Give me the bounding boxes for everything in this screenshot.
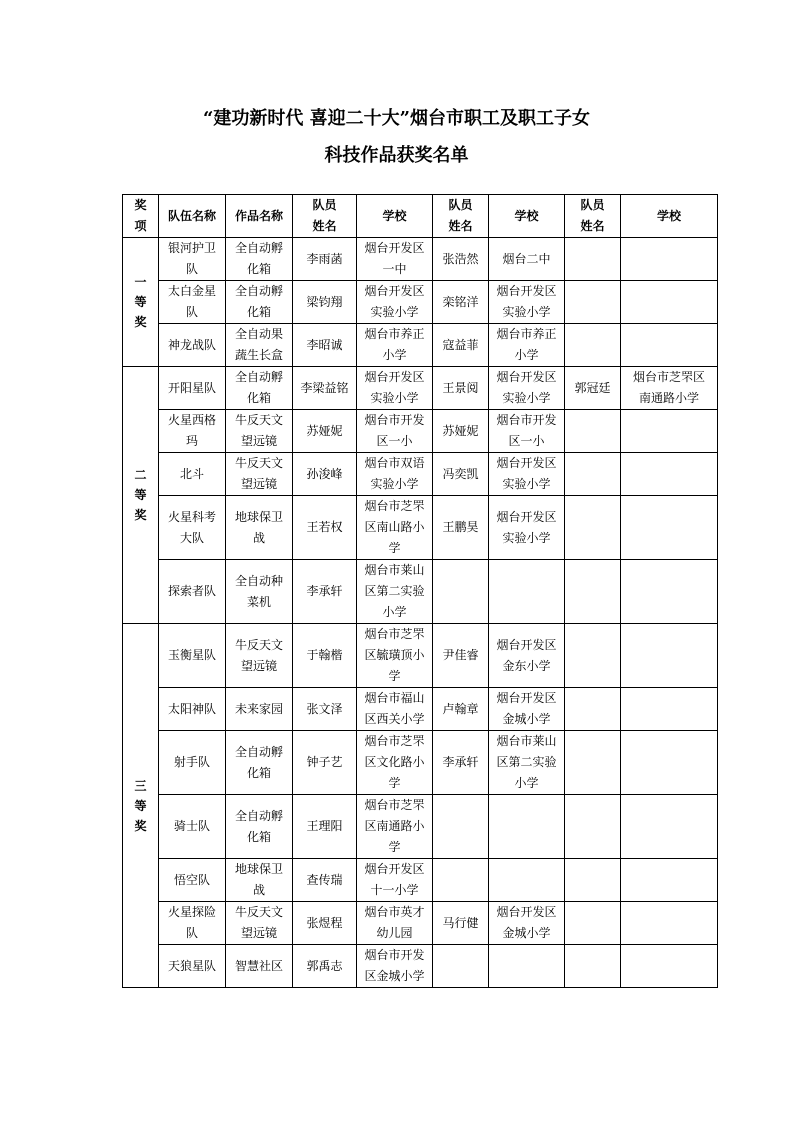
school-1-cell: 烟台市芝罘 区南通路小 学 bbox=[357, 795, 433, 859]
member-2-cell bbox=[433, 560, 489, 624]
team-name-cell: 火星科考 大队 bbox=[159, 496, 226, 560]
member-1-cell: 钟子艺 bbox=[293, 731, 357, 795]
school-2-cell: 烟台开发区 金城小学 bbox=[489, 688, 565, 731]
member-3-cell bbox=[565, 624, 621, 688]
header-work: 作品名称 bbox=[226, 195, 293, 238]
member-3-cell bbox=[565, 453, 621, 496]
work-name-cell: 全自动孵 化箱 bbox=[226, 795, 293, 859]
member-2-cell bbox=[433, 945, 489, 988]
member-1-cell: 王若权 bbox=[293, 496, 357, 560]
school-2-cell bbox=[489, 560, 565, 624]
member-1-cell: 孙浚峰 bbox=[293, 453, 357, 496]
work-name-cell: 未来家园 bbox=[226, 688, 293, 731]
school-2-cell: 烟台开发区 实验小学 bbox=[489, 453, 565, 496]
header-row bbox=[123, 195, 718, 238]
member-1-cell: 李承轩 bbox=[293, 560, 357, 624]
member-3-cell bbox=[565, 496, 621, 560]
school-3-cell bbox=[621, 560, 718, 624]
award-level-cell: 三 等 奖 bbox=[123, 624, 159, 988]
school-1-cell: 烟台市养正 小学 bbox=[357, 324, 433, 367]
team-name-cell: 开阳星队 bbox=[159, 367, 226, 410]
school-2-cell: 烟台二中 bbox=[489, 238, 565, 281]
table-row bbox=[123, 410, 718, 453]
school-1-cell: 烟台市芝罘 区毓璜顶小 学 bbox=[357, 624, 433, 688]
table-row bbox=[123, 902, 718, 945]
header-member-3: 队员 姓名 bbox=[565, 195, 621, 238]
team-name-cell: 太阳神队 bbox=[159, 688, 226, 731]
work-name-cell: 牛反天文 望远镜 bbox=[226, 453, 293, 496]
school-2-cell: 烟台市养正 小学 bbox=[489, 324, 565, 367]
award-level-cell: 一 等 奖 bbox=[123, 238, 159, 367]
school-1-cell: 烟台开发区 一中 bbox=[357, 238, 433, 281]
school-1-cell: 烟台市芝罘 区南山路小 学 bbox=[357, 496, 433, 560]
member-3-cell bbox=[565, 731, 621, 795]
member-3-cell bbox=[565, 795, 621, 859]
school-3-cell bbox=[621, 859, 718, 902]
school-1-cell: 烟台市开发 区金城小学 bbox=[357, 945, 433, 988]
team-name-cell: 银河护卫 队 bbox=[159, 238, 226, 281]
school-3-cell: 烟台市芝罘区 南通路小学 bbox=[621, 367, 718, 410]
member-3-cell bbox=[565, 281, 621, 324]
member-1-cell: 查传瑞 bbox=[293, 859, 357, 902]
award-table bbox=[122, 194, 718, 988]
school-3-cell bbox=[621, 902, 718, 945]
team-name-cell: 悟空队 bbox=[159, 859, 226, 902]
member-1-cell: 李昭诚 bbox=[293, 324, 357, 367]
work-name-cell: 全自动孵 化箱 bbox=[226, 731, 293, 795]
work-name-cell: 全自动果 蔬生长盒 bbox=[226, 324, 293, 367]
member-2-cell bbox=[433, 795, 489, 859]
member-3-cell bbox=[565, 410, 621, 453]
work-name-cell: 牛反天文 望远镜 bbox=[226, 410, 293, 453]
member-1-cell: 梁钧翔 bbox=[293, 281, 357, 324]
member-1-cell: 王理阳 bbox=[293, 795, 357, 859]
table-row bbox=[123, 324, 718, 367]
team-name-cell: 火星探险 队 bbox=[159, 902, 226, 945]
team-name-cell: 神龙战队 bbox=[159, 324, 226, 367]
header-school-3: 学校 bbox=[621, 195, 718, 238]
header-school-1: 学校 bbox=[357, 195, 433, 238]
header-member-1: 队员 姓名 bbox=[293, 195, 357, 238]
member-2-cell: 王景阅 bbox=[433, 367, 489, 410]
work-name-cell: 牛反天文 望远镜 bbox=[226, 902, 293, 945]
member-2-cell: 王鹏昊 bbox=[433, 496, 489, 560]
member-2-cell: 马行健 bbox=[433, 902, 489, 945]
member-1-cell: 于翰楷 bbox=[293, 624, 357, 688]
member-1-cell: 苏娅妮 bbox=[293, 410, 357, 453]
member-1-cell: 李雨菡 bbox=[293, 238, 357, 281]
school-3-cell bbox=[621, 688, 718, 731]
award-level-cell: 二 等 奖 bbox=[123, 367, 159, 624]
member-2-cell: 李承轩 bbox=[433, 731, 489, 795]
table-row bbox=[123, 560, 718, 624]
member-2-cell: 张浩然 bbox=[433, 238, 489, 281]
work-name-cell: 地球保卫 战 bbox=[226, 496, 293, 560]
team-name-cell: 太白金星 队 bbox=[159, 281, 226, 324]
member-3-cell bbox=[565, 688, 621, 731]
school-2-cell bbox=[489, 945, 565, 988]
member-3-cell bbox=[565, 859, 621, 902]
member-1-cell: 郭禹志 bbox=[293, 945, 357, 988]
school-2-cell: 烟台开发区 实验小学 bbox=[489, 281, 565, 324]
member-3-cell bbox=[565, 560, 621, 624]
member-3-cell bbox=[565, 945, 621, 988]
school-3-cell bbox=[621, 795, 718, 859]
school-1-cell: 烟台开发区 实验小学 bbox=[357, 367, 433, 410]
school-1-cell: 烟台市福山 区西关小学 bbox=[357, 688, 433, 731]
table-row bbox=[123, 795, 718, 859]
school-3-cell bbox=[621, 410, 718, 453]
work-name-cell: 全自动孵 化箱 bbox=[226, 281, 293, 324]
school-2-cell: 烟台开发区 金城小学 bbox=[489, 902, 565, 945]
school-2-cell bbox=[489, 795, 565, 859]
school-2-cell: 烟台市开发 区一小 bbox=[489, 410, 565, 453]
team-name-cell: 玉衡星队 bbox=[159, 624, 226, 688]
table-row bbox=[123, 945, 718, 988]
team-name-cell: 射手队 bbox=[159, 731, 226, 795]
table-row bbox=[123, 688, 718, 731]
school-3-cell bbox=[621, 324, 718, 367]
team-name-cell: 探索者队 bbox=[159, 560, 226, 624]
header-school-2: 学校 bbox=[489, 195, 565, 238]
table-row bbox=[123, 238, 718, 281]
member-3-cell bbox=[565, 238, 621, 281]
team-name-cell: 火星西格 玛 bbox=[159, 410, 226, 453]
work-name-cell: 地球保卫 战 bbox=[226, 859, 293, 902]
school-3-cell bbox=[621, 624, 718, 688]
work-name-cell: 全自动孵 化箱 bbox=[226, 367, 293, 410]
school-3-cell bbox=[621, 496, 718, 560]
team-name-cell: 天狼星队 bbox=[159, 945, 226, 988]
document-title-line2: 科技作品获奖名单 bbox=[324, 145, 469, 166]
member-2-cell: 冯奕凯 bbox=[433, 453, 489, 496]
school-2-cell: 烟台市莱山 区第二实验 小学 bbox=[489, 731, 565, 795]
school-1-cell: 烟台市芝罘 区文化路小 学 bbox=[357, 731, 433, 795]
member-3-cell bbox=[565, 324, 621, 367]
school-2-cell: 烟台开发区 实验小学 bbox=[489, 367, 565, 410]
school-3-cell bbox=[621, 281, 718, 324]
header-award: 奖 项 bbox=[123, 195, 159, 238]
member-2-cell: 苏娅妮 bbox=[433, 410, 489, 453]
school-1-cell: 烟台市英才 幼儿园 bbox=[357, 902, 433, 945]
member-3-cell bbox=[565, 902, 621, 945]
table-row bbox=[123, 731, 718, 795]
school-1-cell: 烟台市开发 区一小 bbox=[357, 410, 433, 453]
work-name-cell: 牛反天文 望远镜 bbox=[226, 624, 293, 688]
member-3-cell: 郭冠廷 bbox=[565, 367, 621, 410]
member-2-cell bbox=[433, 859, 489, 902]
school-1-cell: 烟台开发区 十一小学 bbox=[357, 859, 433, 902]
school-3-cell bbox=[621, 945, 718, 988]
school-2-cell: 烟台开发区 金东小学 bbox=[489, 624, 565, 688]
member-1-cell: 张文泽 bbox=[293, 688, 357, 731]
table-row bbox=[123, 624, 718, 688]
table-row bbox=[123, 367, 718, 410]
header-team: 队伍名称 bbox=[159, 195, 226, 238]
work-name-cell: 全自动孵 化箱 bbox=[226, 238, 293, 281]
table-row bbox=[123, 281, 718, 324]
member-2-cell: 栾铭洋 bbox=[433, 281, 489, 324]
school-3-cell bbox=[621, 453, 718, 496]
member-2-cell: 寇益菲 bbox=[433, 324, 489, 367]
table-row bbox=[123, 859, 718, 902]
member-2-cell: 尹佳睿 bbox=[433, 624, 489, 688]
school-1-cell: 烟台市双语 实验小学 bbox=[357, 453, 433, 496]
work-name-cell: 智慧社区 bbox=[226, 945, 293, 988]
member-1-cell: 张煜程 bbox=[293, 902, 357, 945]
team-name-cell: 骑士队 bbox=[159, 795, 226, 859]
member-2-cell: 卢翰章 bbox=[433, 688, 489, 731]
table-row bbox=[123, 496, 718, 560]
school-2-cell: 烟台开发区 实验小学 bbox=[489, 496, 565, 560]
work-name-cell: 全自动种 菜机 bbox=[226, 560, 293, 624]
header-member-2: 队员 姓名 bbox=[433, 195, 489, 238]
document-title-line1: “建功新时代 喜迎二十大”烟台市职工及职工子女 bbox=[203, 108, 590, 129]
school-3-cell bbox=[621, 238, 718, 281]
table-row bbox=[123, 453, 718, 496]
team-name-cell: 北斗 bbox=[159, 453, 226, 496]
school-1-cell: 烟台开发区 实验小学 bbox=[357, 281, 433, 324]
school-3-cell bbox=[621, 731, 718, 795]
school-2-cell bbox=[489, 859, 565, 902]
school-1-cell: 烟台市莱山 区第二实验 小学 bbox=[357, 560, 433, 624]
member-1-cell: 李梁益铭 bbox=[293, 367, 357, 410]
